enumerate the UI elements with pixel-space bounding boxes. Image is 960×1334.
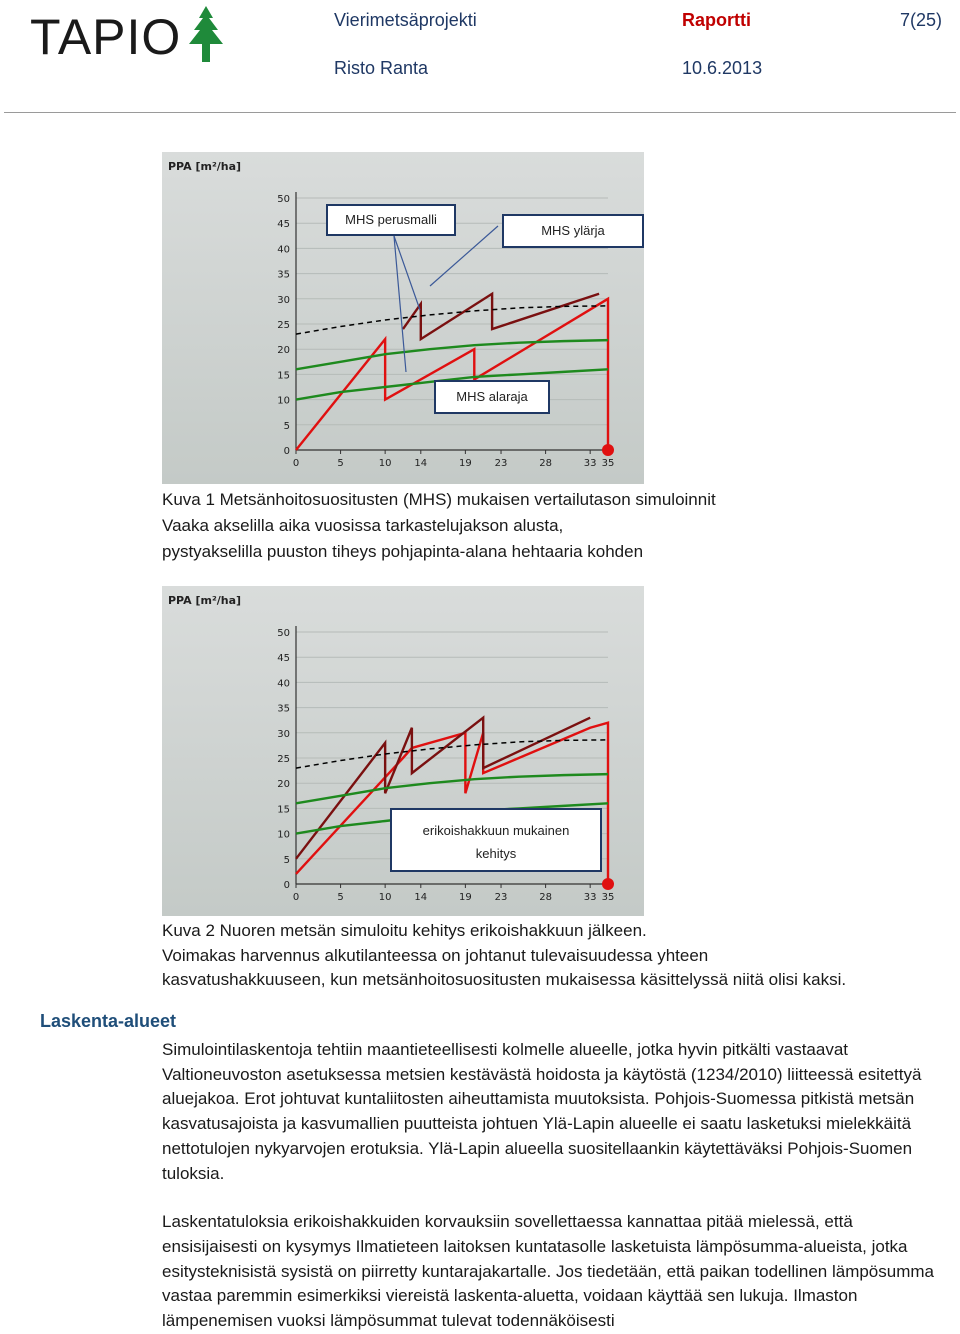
callout-mhs-ylaraja: MHS ylärja (502, 214, 644, 248)
header-author: Risto Ranta (334, 58, 429, 78)
y-tick-label: 20 (277, 345, 290, 357)
series-line (296, 740, 608, 768)
y-tick-label: 20 (277, 779, 290, 791)
y-tick-label: 40 (277, 678, 290, 690)
series-line (296, 340, 608, 369)
y-tick-label: 5 (283, 854, 290, 866)
x-tick-label: 14 (414, 892, 428, 903)
y-tick-label: 15 (277, 370, 290, 382)
x-tick-label: 35 (601, 458, 615, 469)
callout-line: erikoishakkuun mukainen (422, 823, 570, 838)
x-tick-label: 5 (337, 892, 344, 903)
header-divider (4, 112, 956, 113)
callout-mhs-perusmalli: MHS perusmalli (326, 204, 456, 236)
x-tick-label: 23 (494, 892, 508, 903)
x-tick-label: 35 (601, 892, 615, 903)
figure1-plot (162, 152, 644, 484)
y-tick-label: 15 (277, 804, 290, 816)
figure1-caption (162, 487, 942, 565)
figure2-chart (162, 586, 644, 916)
x-tick-label: 33 (583, 892, 597, 903)
x-tick-label: 19 (459, 892, 472, 903)
header-project: Vierimetsäprojekti (334, 10, 477, 30)
section-body (162, 1038, 942, 1334)
header-report: Raportti (682, 10, 751, 30)
y-tick-label: 25 (277, 754, 290, 765)
caption-line: kasvatushakkuuseen, kun metsänhoitosuositusten mukaisessa käsittelyssä niitä olisi kaksi. (162, 970, 847, 989)
caption-line: pystyakselilla puuston tiheys pohjapinta-alana hehtaaria kohden (162, 542, 644, 561)
x-tick-label: 0 (292, 458, 300, 469)
header-page: 7(25) (900, 10, 943, 30)
paragraph: Laskentatuloksia erikoishakkuiden korvauksiin sovellettaessa kannattaa pitää mielessä, että ensisijaisesti on kysymys Ilmatieteen laitoksen kuntatasolle lasketuista lämpösumma-alueista, jotka esitysteknisistä sysistä on piirretty kuntarajakartalle. Jos tiedetään, että paikan todellinen lämpösumma vastaa paremmin esimerkiksi viereistä laskenta-aluetta, voidaan käyttää sen lukuja. Ilmaston lämpenemisen vuoksi lämpösummat tulevat todennäköisesti (162, 1212, 934, 1331)
y-tick-label: 0 (283, 880, 290, 891)
y-tick-label: 50 (277, 194, 290, 205)
header-date: 10.6.2013 (682, 58, 763, 78)
y-tick-label: 35 (277, 269, 290, 281)
x-tick-label: 28 (539, 892, 552, 903)
caption-line: Voimakas harvennus alkutilanteessa on johtanut tulevaisuudessa yhteen (162, 945, 709, 965)
y-tick-label: 25 (277, 320, 290, 331)
section-heading: Laskenta-alueet (40, 1011, 177, 1031)
y-tick-label: 40 (277, 244, 290, 256)
figure2-caption (162, 919, 952, 993)
x-tick-label: 14 (414, 458, 428, 469)
end-marker (602, 444, 614, 456)
callout-line: kehitys (475, 846, 517, 861)
x-tick-label: 33 (583, 458, 597, 469)
end-marker (602, 878, 614, 890)
x-tick-label: 28 (539, 458, 552, 469)
x-tick-label: 10 (378, 892, 392, 903)
y-tick-label: 35 (277, 703, 290, 715)
x-tick-label: 5 (337, 458, 344, 469)
caption-line: Kuva 2 Nuoren metsän simuloitu kehitys erikoishakkuun jälkeen. (162, 921, 647, 940)
caption-line: Kuva 1 Metsänhoitosuositusten (MHS) mukaisen vertailutason simuloinnit (162, 490, 716, 509)
y-tick-label: 5 (283, 420, 290, 432)
x-tick-label: 0 (292, 892, 300, 903)
chart-title: PPA [m²/ha] (168, 160, 242, 173)
figure1-chart (162, 152, 644, 484)
y-tick-label: 30 (277, 294, 290, 306)
y-tick-label: 50 (277, 628, 290, 639)
chart-title: PPA [m²/ha] (168, 594, 242, 607)
logo-wordmark: TAPIO (30, 9, 182, 65)
x-tick-label: 10 (378, 458, 392, 469)
series-line (403, 294, 599, 339)
y-tick-label: 10 (277, 395, 290, 407)
tree-logo-icon (183, 6, 229, 62)
callout-erikoishakkuu (390, 808, 602, 872)
y-tick-label: 45 (277, 219, 290, 231)
callout-mhs-alaraja: MHS alaraja (434, 380, 550, 414)
y-tick-label: 0 (283, 446, 290, 457)
x-tick-label: 19 (459, 458, 472, 469)
paragraph: Simulointilaskentoja tehtiin maantieteellisesti kolmelle alueelle, jotka hyvin pitkälti vastaavat Valtioneuvoston asetuksessa metsien kestävästä hoidosta ja käytöstä (1234/2010) liitteessä esitettyä aluejakoa. Erot johtuvat kuntaliitosten aiheuttamista muutoksista. Pohjois-Suomessa pitkistä metsän kasvatusajoista ja kasvumallien puutteista johtuen Ylä-Lapin alueelle ei saatu lasketuksi mielekkäitä nettotulojen nykyarvojen erotuksia. Ylä-Lapin alueella suositellaankin käytettäväksi Pohjois-Suomen tuloksia. (162, 1040, 922, 1183)
x-tick-label: 23 (494, 458, 508, 469)
y-tick-label: 45 (277, 653, 290, 665)
y-tick-label: 30 (277, 728, 290, 740)
y-tick-label: 10 (277, 829, 290, 841)
caption-line: Vaaka akselilla aika vuosissa tarkastelujakson alusta, (162, 516, 564, 535)
